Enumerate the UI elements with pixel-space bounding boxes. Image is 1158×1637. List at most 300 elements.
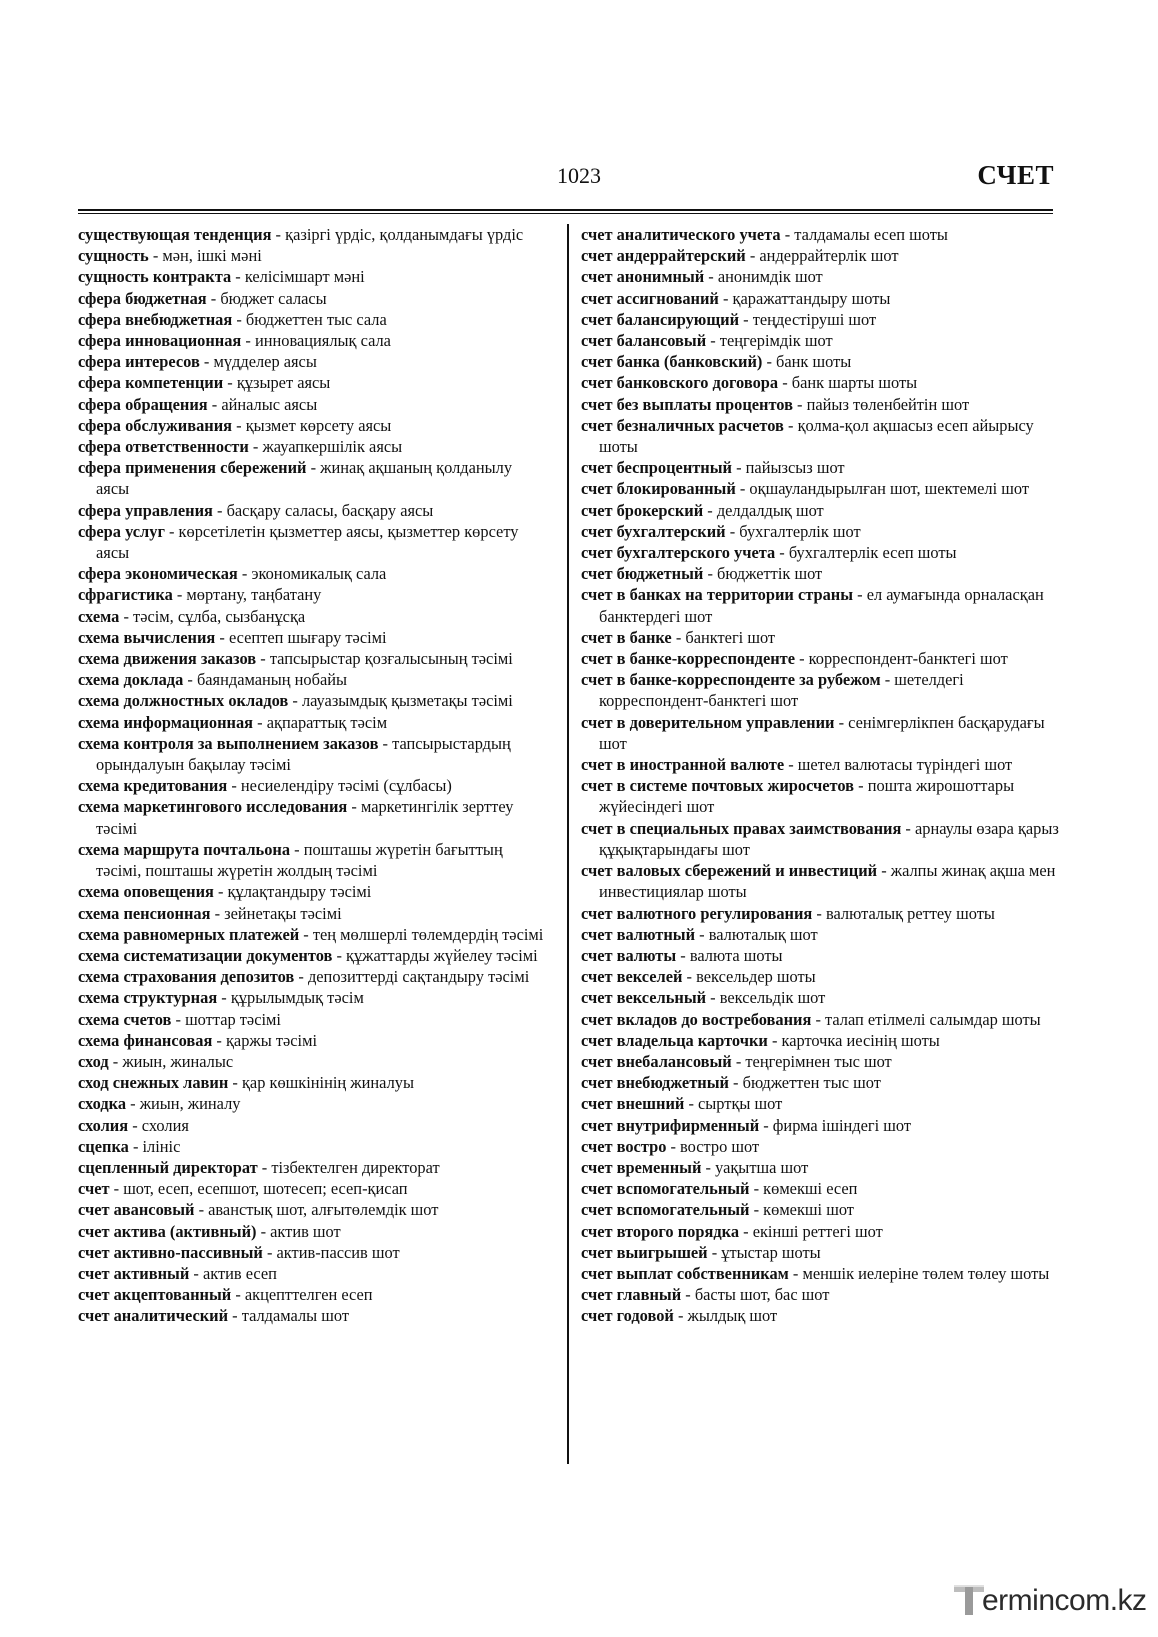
entry-term: сфера применения сбережений (78, 458, 307, 478)
dictionary-entry (581, 224, 1061, 245)
entry-term: счет в банке-корреспонденте (581, 649, 795, 669)
entry-definition: меншік иелеріне төлем төлеу шоты (802, 1263, 1050, 1283)
entry-definition: тапсырыстар қозғалысының тәсімі (269, 649, 513, 669)
dictionary-entry (581, 1072, 1061, 1093)
dictionary-entry (581, 775, 1061, 817)
entry-definition: мән, ішкі мәні (162, 246, 262, 266)
entry-definition: маркетингілік зерттеу тәсімі (96, 797, 514, 838)
entry-separator: - (271, 225, 286, 244)
entry-term: схема маркетингового исследования (78, 797, 348, 817)
dictionary-entry (581, 1157, 1061, 1178)
entry-separator: - (171, 1009, 186, 1029)
dictionary-entry (581, 1263, 1061, 1284)
entry-separator: - (703, 500, 717, 520)
entry-term: счет актива (активный) (78, 1221, 257, 1241)
entry-definition: теңгерімдік шот (719, 331, 833, 351)
entry-separator: - (108, 1051, 123, 1071)
dictionary-entry (78, 266, 548, 287)
entry-definition: шот, есеп, есепшот, шотесеп; есеп-қисап (123, 1179, 408, 1199)
entry-term: схема должностных окладов (78, 691, 289, 711)
entry-separator: - (706, 988, 720, 1008)
entry-term: схема маршрута почтальона (78, 839, 291, 859)
entry-term: счет аналитического учета (581, 225, 781, 244)
entry-separator: - (378, 733, 393, 753)
entry-separator: - (248, 437, 263, 457)
entry-term: счет второго порядка (581, 1221, 740, 1241)
entry-separator: - (232, 415, 246, 435)
entry-term: схолия (78, 1115, 129, 1135)
dictionary-entry (581, 903, 1061, 924)
entry-term: существующая тенденция (78, 225, 272, 244)
entry-separator: - (294, 967, 308, 987)
entry-separator: - (725, 521, 740, 541)
entry-definition: құзырет аясы (236, 373, 331, 393)
entry-definition: бухгалтерлік есеп шоты (788, 543, 957, 563)
entry-term: счет вспомогательный (581, 1200, 750, 1220)
termincom-logo (952, 1580, 1152, 1622)
dictionary-entry (78, 648, 548, 669)
entry-separator: - (682, 967, 697, 987)
entry-definition: оқшауландырылған шот, шектемелі шот (749, 479, 1029, 499)
entry-separator: - (701, 1157, 716, 1177)
dictionary-entry (581, 563, 1061, 584)
dictionary-entry (78, 1157, 548, 1178)
dictionary-entry (78, 1136, 548, 1157)
dictionary-entry (581, 1178, 1061, 1199)
dictionary-entry (581, 1009, 1061, 1030)
entry-separator: - (812, 903, 826, 923)
entry-term: счет главный (581, 1285, 682, 1305)
entry-term: сфрагистика (78, 585, 173, 605)
entry-definition: тізбектелген директорат (271, 1157, 440, 1177)
dictionary-entry (581, 542, 1061, 563)
entry-definition: тең мөлшерлі төлемдердің тәсімі (312, 924, 544, 944)
entry-definition: тапсырыстардың орындалуын бақылау тәсімі (96, 733, 511, 775)
entry-term: сфера внебюджетная (78, 309, 233, 329)
dictionary-entry (581, 712, 1061, 754)
entry-definition: жиын, жиналыс (122, 1051, 234, 1071)
entry-term: сфера ответственности (78, 437, 249, 457)
entry-term: сущность (78, 246, 149, 266)
entry-separator: - (706, 331, 720, 351)
entry-term: схема вычисления (78, 627, 216, 647)
entry-definition: жиын, жиналу (139, 1094, 241, 1114)
entry-definition: актив есеп (202, 1263, 277, 1283)
entry-separator: - (784, 755, 798, 775)
dictionary-entry (78, 881, 548, 902)
dictionary-entry (581, 669, 1061, 711)
entry-definition: бюджеттен тыс сала (245, 309, 387, 329)
entry-separator: - (228, 1073, 242, 1093)
entry-definition: уақытша шот (715, 1157, 809, 1177)
entry-separator: - (854, 776, 868, 796)
entry-definition: банк шарты шоты (791, 373, 918, 393)
dictionary-entry (78, 1051, 548, 1072)
entry-separator: - (762, 352, 777, 372)
header-rule (78, 209, 1053, 211)
entry-definition: мүдделер аясы (213, 352, 317, 372)
entry-definition: бюджеттен тыс шот (742, 1073, 881, 1093)
entry-definition: теңдестіруші шот (752, 309, 877, 329)
entry-separator: - (834, 712, 849, 732)
entry-separator: - (290, 839, 304, 859)
entry-separator: - (684, 1094, 699, 1114)
dictionary-entry (581, 627, 1061, 648)
dictionary-entry (581, 945, 1061, 966)
entry-separator: - (207, 394, 222, 414)
entry-term: счет выплат собственникам (581, 1263, 789, 1283)
entry-definition: фирма ішіндегі шот (772, 1115, 912, 1135)
entry-separator: - (194, 1200, 209, 1220)
dictionary-entry (78, 584, 548, 605)
entry-definition: жалпы жинақ ақша мен инвестициялар шоты (599, 861, 1056, 902)
entry-term: счет бухгалтерского учета (581, 543, 776, 563)
entry-definition: банктегі шот (685, 627, 776, 647)
entry-term: схема (78, 606, 120, 626)
entry-definition: келісімшарт мәні (244, 267, 365, 287)
entry-separator: - (780, 225, 795, 244)
entry-definition: арнаулы өзара қарыз құқықтарындағы шот (599, 818, 1059, 859)
dictionary-entry (78, 372, 548, 393)
dictionary-entry (78, 1030, 548, 1051)
dictionary-entry (78, 245, 548, 266)
dictionary-entry (78, 1178, 548, 1199)
entry-definition: валюталық шот (708, 924, 818, 944)
entry-definition: екінші реттегі шот (752, 1221, 883, 1241)
dictionary-entry (78, 394, 548, 415)
entry-definition: ілініс (142, 1136, 181, 1156)
dictionary-entry (581, 309, 1061, 330)
dictionary-entry (78, 436, 548, 457)
entry-separator: - (183, 670, 197, 690)
entry-separator: - (707, 1242, 722, 1262)
entry-separator: - (215, 627, 229, 647)
dictionary-entry (581, 1093, 1061, 1114)
dictionary-entry (78, 457, 548, 499)
entry-separator: - (299, 924, 313, 944)
entry-definition: талдамалы шот (241, 1306, 350, 1326)
entry-definition: мөртану, таңбатану (186, 585, 322, 605)
entry-term: сход (78, 1051, 109, 1071)
entry-definition: шоттар тәсімі (185, 1009, 281, 1029)
entry-term: счет андеррайтерский (581, 246, 746, 266)
entry-term: счет анонимный (581, 267, 705, 287)
dictionary-entry (78, 839, 548, 881)
entry-term: сфера компетенции (78, 373, 224, 393)
entry-definition: актив шот (270, 1221, 341, 1241)
entry-definition: қаражаттандыру шоты (732, 288, 891, 308)
entry-separator: - (735, 479, 750, 499)
dictionary-entry (581, 351, 1061, 372)
dictionary-entry (78, 415, 548, 436)
dictionary-entry (78, 903, 548, 924)
right-column (581, 224, 1061, 1327)
entry-separator: - (288, 691, 302, 711)
entry-definition: сенімгерлікпен басқарудағы шот (599, 712, 1045, 753)
entry-term: счет балансовый (581, 331, 707, 351)
entry-term: счет внебюджетный (581, 1073, 729, 1093)
entry-term: счет в банках на территории страны (581, 585, 854, 605)
entry-term: сфера управления (78, 500, 213, 520)
dictionary-entry (78, 500, 548, 521)
dictionary-entry (78, 1263, 548, 1284)
entry-term: счет вексельный (581, 988, 707, 1008)
entry-term: счет в системе почтовых жиросчетов (581, 776, 855, 796)
entry-definition: анонимдік шот (717, 267, 823, 287)
dictionary-entry (78, 1199, 548, 1220)
entry-term: счет внебалансовый (581, 1051, 732, 1071)
entry-separator: - (128, 1136, 143, 1156)
entry-separator: - (128, 1115, 142, 1135)
entry-separator: - (673, 1306, 688, 1326)
entry-definition: талап етілмелі салымдар шоты (825, 1009, 1041, 1029)
entry-definition: корреспондент-банктегі шот (808, 649, 1008, 669)
dictionary-entry (78, 224, 548, 245)
entry-definition: акцепттелген есеп (244, 1285, 373, 1305)
entry-separator: - (213, 882, 228, 902)
entry-term: счет без выплаты процентов (581, 394, 793, 414)
entry-definition: баяндаманың нобайы (196, 670, 348, 690)
entry-term: сфера бюджетная (78, 288, 207, 308)
entry-term: счет авансовый (78, 1200, 195, 1220)
entry-separator: - (257, 1157, 272, 1177)
entry-term: сфера инновационная (78, 331, 242, 351)
entry-term: счет балансирующий (581, 309, 740, 329)
entry-separator: - (148, 246, 163, 266)
dictionary-entry (581, 521, 1061, 542)
dictionary-entry (78, 1072, 548, 1093)
entry-definition: карточка иесінің шоты (781, 1030, 940, 1050)
entry-definition: валюта шоты (689, 945, 783, 965)
entry-term: счет брокерский (581, 500, 704, 520)
entry-separator: - (671, 627, 686, 647)
entry-definition: теңгерімнен тыс шот (745, 1051, 892, 1071)
entry-definition: лауазымдық қызметақы тәсімі (301, 691, 513, 711)
entry-term: схема кредитования (78, 776, 228, 796)
entry-separator: - (703, 564, 718, 584)
dictionary-entry (78, 521, 548, 563)
entry-definition: зейнетақы тәсімі (224, 903, 342, 923)
entry-definition: пошта жирошоттары жүйесіндегі шот (599, 776, 1015, 817)
dictionary-entry (581, 648, 1061, 669)
dictionary-entry (581, 330, 1061, 351)
entry-term: сцепка (78, 1136, 129, 1156)
dictionary-entry (78, 1115, 548, 1136)
entry-term: счет беспроцентный (581, 458, 732, 478)
entry-separator: - (332, 945, 347, 965)
entry-separator: - (306, 458, 321, 478)
entry-definition: сыртқы шот (698, 1094, 783, 1114)
dictionary-entry (78, 1242, 548, 1263)
entry-term: схема пенсионная (78, 903, 211, 923)
entry-separator: - (676, 945, 690, 965)
dictionary-entry (78, 1305, 548, 1326)
entry-term: счет бюджетный (581, 564, 704, 584)
entry-term: схема оповещения (78, 882, 214, 902)
entry-separator: - (212, 500, 227, 520)
entry-separator: - (237, 564, 252, 584)
entry-separator: - (877, 861, 891, 881)
entry-term: схема структурная (78, 988, 218, 1008)
entry-definition: актив-пассив шот (276, 1242, 400, 1262)
dictionary-entry (581, 415, 1061, 457)
dictionary-entry (78, 690, 548, 711)
entry-definition: пайызсыз шот (745, 458, 845, 478)
dictionary-entry (581, 245, 1061, 266)
entry-definition: құрылымдық тәсім (230, 988, 364, 1008)
entry-term: схема движения заказов (78, 649, 257, 669)
entry-separator: - (231, 267, 245, 287)
entry-definition: аванстық шот, алғытөлемдік шот (208, 1200, 439, 1220)
dictionary-entry (581, 966, 1061, 987)
entry-term: счет акцептованный (78, 1285, 232, 1305)
entry-separator: - (731, 1051, 746, 1071)
entry-separator: - (880, 670, 895, 690)
entry-definition: көмекші есеп (763, 1179, 858, 1199)
column-divider (567, 224, 569, 1464)
entry-term: счет валовых сбережений и инвестиций (581, 861, 878, 881)
entry-term: счет активный (78, 1263, 190, 1283)
entry-separator: - (792, 394, 807, 414)
entry-definition: көмекші шот (763, 1200, 854, 1220)
entry-separator: - (728, 1073, 743, 1093)
dictionary-entry (581, 1242, 1061, 1263)
entry-definition: несиелендіру тәсімі (сұлбасы) (240, 776, 452, 796)
entry-separator: - (164, 521, 179, 541)
running-header: СЧЕТ (977, 160, 1054, 190)
entry-term: схема страхования депозитов (78, 967, 295, 987)
dictionary-entry (581, 1051, 1061, 1072)
dictionary-entry (581, 860, 1061, 902)
entry-separator: - (749, 1200, 764, 1220)
entry-definition: айналыс аясы (221, 394, 318, 414)
entry-term: схема равномерных платежей (78, 924, 300, 944)
entry-term: сход снежных лавин (78, 1073, 229, 1093)
entry-definition: қазіргі үрдіс, қолданымдағы үрдіс (285, 225, 524, 244)
entry-separator: - (767, 1030, 782, 1050)
dictionary-entry (581, 372, 1061, 393)
entry-definition: шетел валютасы түріндегі шот (797, 755, 1013, 775)
entry-separator: - (681, 1285, 695, 1305)
entry-separator: - (783, 415, 798, 435)
entry-separator: - (704, 267, 718, 287)
entry-separator: - (347, 797, 361, 817)
entry-separator: - (126, 1094, 140, 1114)
logo-text: ermincom.kz (982, 1584, 1147, 1617)
dictionary-entry (581, 1136, 1061, 1157)
entry-term: сущность контракта (78, 267, 232, 287)
entry-definition: валюталық реттеу шоты (825, 903, 995, 923)
entry-definition: қар көшкінінің жиналуы (241, 1073, 414, 1093)
entry-term: сфера экономическая (78, 564, 238, 584)
entry-definition: ұтыстар шоты (721, 1242, 821, 1262)
entry-term: сходка (78, 1094, 127, 1114)
left-column (78, 224, 548, 1327)
entry-separator: - (256, 649, 270, 669)
entry-definition: банк шоты (776, 352, 852, 372)
dictionary-entry (581, 1221, 1061, 1242)
entry-term: счет векселей (581, 967, 683, 987)
entry-definition: вексельдік шот (719, 988, 826, 1008)
dictionary-entry (78, 987, 548, 1008)
entry-term: счет активно-пассивный (78, 1242, 263, 1262)
entry-separator: - (739, 1221, 753, 1241)
entry-separator: - (172, 585, 187, 605)
entry-separator: - (901, 818, 915, 838)
entry-separator: - (788, 1263, 803, 1283)
dictionary-entry (581, 584, 1061, 626)
entry-separator: - (739, 309, 753, 329)
dictionary-entry (581, 1115, 1061, 1136)
entry-definition: құлақтандыру тәсімі (227, 882, 372, 902)
entry-separator: - (732, 458, 746, 478)
entry-term: счет выигрышей (581, 1242, 708, 1262)
entry-separator: - (695, 924, 709, 944)
dictionary-entry (581, 457, 1061, 478)
dictionary-entry (78, 627, 548, 648)
entry-term: счет банка (банковский) (581, 352, 763, 372)
entry-definition: есептеп шығару тәсімі (228, 627, 387, 647)
dictionary-entry (581, 754, 1061, 775)
entry-term: счет востро (581, 1136, 667, 1156)
dictionary-entry (78, 351, 548, 372)
dictionary-entry (78, 712, 548, 733)
entry-separator: - (210, 903, 225, 923)
entry-separator: - (231, 1285, 245, 1305)
t-logo-icon (952, 1582, 986, 1618)
entry-definition: қаржы тәсімі (225, 1030, 318, 1050)
entry-definition: пошташы жүретін бағыттың тәсімі, пошташы жүретін жолдың тәсімі (96, 839, 503, 881)
entry-term: схема финансовая (78, 1030, 213, 1050)
entry-separator: - (778, 373, 792, 393)
entry-term: счет безналичных расчетов (581, 415, 784, 435)
entry-definition: көрсетілетін қызметтер аясы, қызметтер көрсету аясы (96, 521, 519, 563)
entry-definition: пайыз төленбейтін шот (806, 394, 970, 414)
entry-definition: қызмет көрсету аясы (245, 415, 392, 435)
dictionary-entry (78, 288, 548, 309)
entry-term: счет ассигнований (581, 288, 719, 308)
dictionary-entry (581, 1030, 1061, 1051)
entry-definition: делдалдық шот (716, 500, 824, 520)
dictionary-entry (581, 266, 1061, 287)
entry-term: схема систематизации документов (78, 945, 333, 965)
page-number: 1023 (557, 163, 601, 188)
dictionary-entry (78, 796, 548, 838)
entry-separator: - (212, 1030, 226, 1050)
entry-separator: - (232, 309, 246, 329)
dictionary-entry (78, 775, 548, 796)
dictionary-entry (78, 945, 548, 966)
entry-separator: - (228, 1306, 242, 1326)
dictionary-entry (581, 394, 1061, 415)
entry-separator: - (199, 352, 214, 372)
entry-separator: - (256, 1221, 271, 1241)
entry-separator: - (189, 1263, 203, 1283)
entry-separator: - (795, 649, 809, 669)
entry-separator: - (811, 1009, 825, 1029)
entry-separator: - (119, 606, 134, 626)
entry-definition: жылдық шот (687, 1306, 778, 1326)
entry-term: счет валютный (581, 924, 696, 944)
dictionary-entry (581, 500, 1061, 521)
entry-definition: бюджет саласы (220, 288, 327, 308)
dictionary-entry (581, 288, 1061, 309)
dictionary-entry (581, 818, 1061, 860)
entry-term: схема доклада (78, 670, 184, 690)
dictionary-entry (581, 987, 1061, 1008)
entry-term: счет в доверительном управлении (581, 712, 835, 732)
dictionary-entry (581, 924, 1061, 945)
